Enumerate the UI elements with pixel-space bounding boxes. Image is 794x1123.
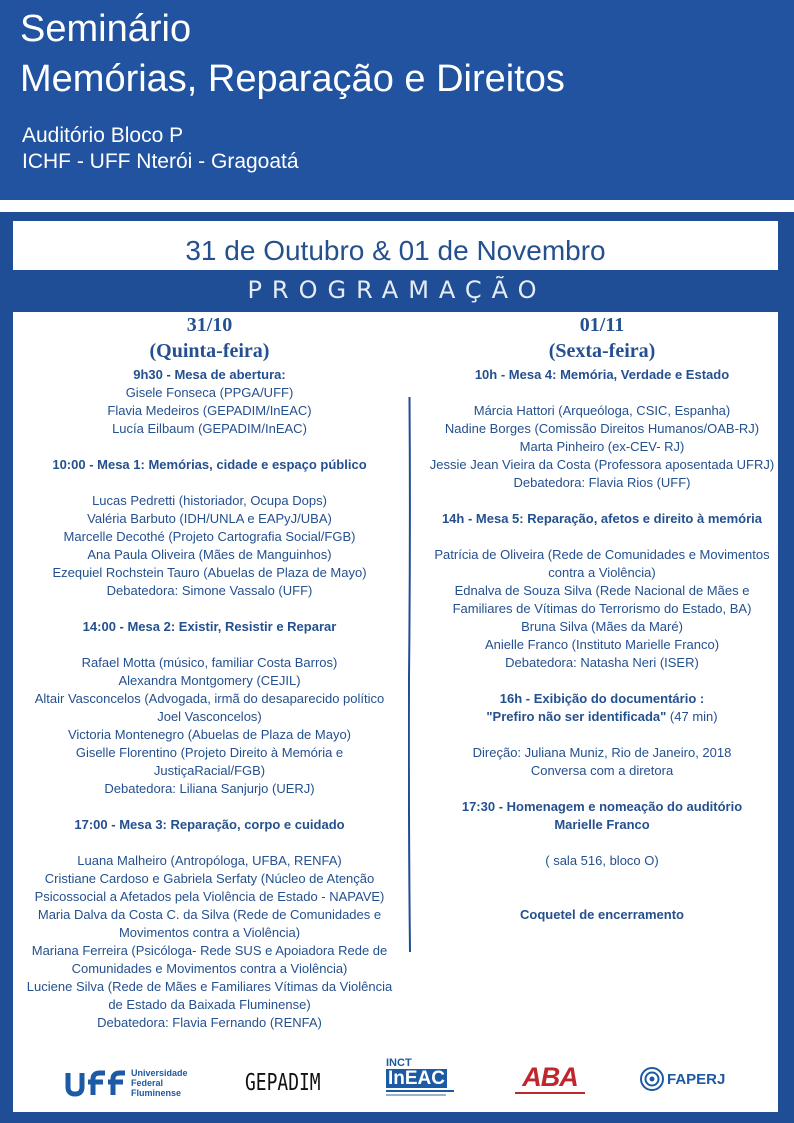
schedule-line: [411, 366, 793, 384]
schedule-line: [13, 870, 406, 888]
schedule-spacer: [411, 528, 793, 546]
uff-text-3: Fluminense: [131, 1088, 182, 1098]
schedule-line-text: 14:00 - Mesa 2: Existir, Resistir e Reparar: [82, 619, 337, 634]
schedule-spacer: [13, 834, 406, 852]
schedule-line: [13, 960, 406, 978]
schedule-line-text: Maria Dalva da Costa C. da Silva (Rede de Comunidades e: [37, 907, 382, 922]
schedule-line: [411, 852, 793, 870]
schedule-spacer: [13, 798, 406, 816]
schedule-line-text: Debatedora: Flavia Rios (UFF): [513, 475, 691, 490]
programacao-heading: PROGRAMAÇÃO: [247, 276, 547, 304]
schedule-line-text: 9h30 - Mesa de abertura:: [133, 367, 286, 382]
schedule-line: [13, 942, 406, 960]
schedule-line: [13, 402, 406, 420]
schedule-line: [411, 420, 793, 438]
schedule-line-text: Marielle Franco: [554, 817, 650, 832]
faperj-logo: [639, 1066, 725, 1092]
schedule-line-text: Valéria Barbuto (IDH/UNLA e EAPyJ/UBA): [87, 511, 332, 526]
schedule-line-text: Ednalva de Souza Silva (Rede Nacional de Mães e: [454, 583, 750, 598]
sponsor-logos: [13, 1052, 778, 1112]
schedule-line-suffix: (47 min): [666, 709, 718, 724]
schedule-line-text: Luciene Silva (Rede de Mães e Familiares Vítimas da Violência: [26, 979, 393, 994]
ineac-caption-mark: [386, 1094, 446, 1096]
schedule-line-text: Debatedora: Natasha Neri (ISER): [505, 655, 699, 670]
schedule-line: [13, 924, 406, 942]
day2-weekday: (Sexta-feira): [548, 340, 656, 362]
schedule-line-text: Psicossocial a Afetados pela Violência de Estado - NAPAVE): [34, 889, 385, 904]
schedule-line: [13, 654, 406, 672]
schedule-line: [411, 582, 793, 600]
schedule-line-text: Joel Vasconcelos): [157, 709, 262, 724]
aba-logo: [515, 1064, 585, 1094]
schedule-line: [411, 708, 793, 726]
schedule-line: [13, 978, 406, 996]
gepadim-logo: [245, 1070, 342, 1096]
schedule-line-text: Debatedora: Liliana Sanjurjo (UERJ): [104, 781, 315, 796]
schedule-line-text: Movimentos contra a Violência): [118, 925, 301, 940]
uff-text-2: Federal: [131, 1078, 164, 1088]
schedule-line: [13, 366, 406, 384]
schedule-line-text: Debatedora: Flavia Fernando (RENFA): [97, 1015, 322, 1030]
schedule-line-text: 10h - Mesa 4: Memória, Verdade e Estado: [474, 367, 730, 382]
schedule-line-text: 16h - Exibição do documentário :: [499, 691, 705, 706]
day2-column: [411, 312, 793, 924]
schedule-line-text: Direção: Juliana Muniz, Rio de Janeiro, 2018: [472, 745, 732, 760]
schedule-line-text: Conversa com a diretora: [530, 763, 674, 778]
schedule-line-text: Lucía Eilbaum (GEPADIM/InEAC): [112, 421, 307, 436]
schedule-line: [411, 690, 793, 708]
schedule-line-text: Cristiane Cardoso e Gabriela Serfaty (Núcleo de Atenção: [44, 871, 375, 886]
schedule-spacer: [13, 474, 406, 492]
schedule-line: [13, 996, 406, 1014]
schedule-spacer: [411, 492, 793, 510]
schedule-line: [411, 798, 793, 816]
schedule-line: [13, 528, 406, 546]
schedule-line: [411, 474, 793, 492]
program-panel: [13, 312, 778, 1112]
uff-text-1: Universidade: [131, 1068, 188, 1078]
inct-text: INCT: [386, 1057, 412, 1069]
schedule-line: [411, 438, 793, 456]
schedule-line: [13, 726, 406, 744]
schedule-line-text: Altair Vasconcelos (Advogada, irmã do desaparecido político: [34, 691, 385, 706]
schedule-line: [13, 906, 406, 924]
schedule-line-text: Bruna Silva (Mães da Maré): [521, 619, 683, 634]
schedule-spacer: [411, 726, 793, 744]
day1-schedule: [13, 366, 406, 1032]
schedule-spacer: [411, 834, 793, 852]
schedule-line: [411, 456, 793, 474]
schedule-line-text: Gisele Fonseca (PPGA/UFF): [125, 385, 294, 400]
schedule-line: [13, 762, 406, 780]
schedule-spacer: [13, 636, 406, 654]
schedule-line: [411, 744, 793, 762]
faperj-spiral-icon: [639, 1066, 665, 1092]
schedule-line: [411, 402, 793, 420]
date-box: [13, 221, 778, 270]
schedule-line-text: Marcelle Decothé (Projeto Cartografia Social/FGB): [63, 529, 356, 544]
uff-mark-icon: [65, 1069, 127, 1097]
schedule-line-text: Giselle Florentino (Projeto Direito à Memória e: [75, 745, 344, 760]
venue-line-1: Auditório Bloco P: [22, 124, 184, 147]
schedule-line-text: 14h - Mesa 5: Reparação, afetos e direito à memória: [441, 511, 763, 526]
schedule-line-text: Comunidades e Movimentos contra a Violência): [71, 961, 348, 976]
schedule-line: [13, 1014, 406, 1032]
schedule-line: [13, 456, 406, 474]
schedule-line: [13, 384, 406, 402]
schedule-line: [13, 744, 406, 762]
schedule-line-text: Coquetel de encerramento: [520, 907, 684, 922]
schedule-line: [411, 546, 793, 564]
schedule-line-text: Patrícia de Oliveira (Rede de Comunidades e Movimentos: [434, 547, 770, 562]
schedule-spacer: [411, 384, 793, 402]
schedule-line: [411, 564, 793, 582]
schedule-line: [13, 816, 406, 834]
faperj-text: FAPERJ: [667, 1070, 726, 1088]
schedule-line: [13, 672, 406, 690]
schedule-line-text: Ezequiel Rochstein Tauro (Abuelas de Plaza de Mayo): [52, 565, 367, 580]
schedule-line-text: Alexandra Montgomery (CEJIL): [118, 673, 301, 688]
schedule-line-text: 17:00 - Mesa 3: Reparação, corpo e cuidado: [74, 817, 345, 832]
schedule-line-text: JustiçaRacial/FGB): [153, 763, 266, 778]
schedule-line-text: 10:00 - Mesa 1: Memórias, cidade e espaço público: [52, 457, 367, 472]
schedule-line: [13, 492, 406, 510]
schedule-line-text: Victoria Montenegro (Abuelas de Plaza de Mayo): [67, 727, 352, 742]
schedule-line: [411, 600, 793, 618]
schedule-line-text: Familiares de Vítimas do Terrorismo do Estado, BA): [452, 601, 752, 616]
schedule-line: [13, 888, 406, 906]
schedule-line-text: contra a Violência): [548, 565, 656, 580]
schedule-line-text: 17:30 - Homenagem e nomeação do auditório: [461, 799, 743, 814]
schedule-line: [13, 564, 406, 582]
schedule-line-text: Luana Malheiro (Antropóloga, UFBA, RENFA): [77, 853, 342, 868]
schedule-line: [411, 654, 793, 672]
schedule-line-text: Márcia Hattori (Arqueóloga, CSIC, Espanha): [473, 403, 731, 418]
schedule-line: [13, 852, 406, 870]
header-banner: [0, 0, 794, 200]
schedule-spacer: [411, 672, 793, 690]
schedule-line-text: Nadine Borges (Comissão Direitos Humanos/OAB-RJ): [444, 421, 760, 436]
aba-caption-mark: [515, 1092, 585, 1094]
schedule-spacer: [411, 780, 793, 798]
event-dates: 31 de Outubro & 01 de Novembro: [185, 235, 606, 266]
schedule-line-text: Marta Pinheiro (ex-CEV- RJ): [519, 439, 685, 454]
ineac-text: InEAC: [388, 1068, 445, 1089]
schedule-line: [411, 816, 793, 834]
schedule-line: [13, 420, 406, 438]
schedule-line-text: Anielle Franco (Instituto Marielle Franco): [484, 637, 720, 652]
schedule-spacer: [13, 600, 406, 618]
schedule-line-text: Jessie Jean Vieira da Costa (Professora aposentada UFRJ): [429, 457, 775, 472]
uff-logo: [65, 1068, 188, 1098]
gepadim-text: GEPADIM: [245, 1070, 321, 1096]
title-line-1: Seminário: [20, 8, 192, 50]
schedule-line-text: ( sala 516, bloco O): [545, 853, 659, 868]
day1-column: [13, 312, 406, 1032]
ineac-logo: [386, 1058, 454, 1096]
schedule-line: [13, 582, 406, 600]
schedule-line-text: Lucas Pedretti (historiador, Ocupa Dops): [92, 493, 327, 508]
schedule-line: [411, 906, 793, 924]
schedule-spacer: [411, 870, 793, 888]
schedule-line: [411, 510, 793, 528]
schedule-line: [13, 618, 406, 636]
day2-schedule: [411, 366, 793, 924]
schedule-spacer: [411, 888, 793, 906]
schedule-line-text: Flavia Medeiros (GEPADIM/InEAC): [107, 403, 312, 418]
schedule-line-text: Debatedora: Simone Vassalo (UFF): [106, 583, 313, 598]
schedule-line: [411, 636, 793, 654]
venue-line-2: ICHF - UFF Nterói - Gragoatá: [22, 150, 299, 173]
aba-text: ABA: [522, 1062, 578, 1092]
schedule-line: [13, 780, 406, 798]
schedule-line: [13, 708, 406, 726]
schedule-line-text: "Prefiro não ser identificada": [486, 709, 667, 724]
schedule-line: [13, 690, 406, 708]
schedule-line-text: Ana Paula Oliveira (Mães de Manguinhos): [87, 547, 332, 562]
day2-date: 01/11: [579, 314, 625, 336]
schedule-line-text: Rafael Motta (músico, familiar Costa Barros): [81, 655, 338, 670]
schedule-line: [411, 618, 793, 636]
schedule-line: [13, 510, 406, 528]
title-line-2: Memórias, Reparação e Direitos: [20, 58, 565, 100]
schedule-line-text: Mariana Ferreira (Psicóloga- Rede SUS e Apoiadora Rede de: [31, 943, 388, 958]
schedule-line: [13, 546, 406, 564]
day1-weekday: (Quinta-feira): [149, 340, 270, 362]
header-divider: [0, 200, 794, 212]
day1-date: 31/10: [186, 314, 233, 336]
schedule-line-text: de Estado da Baixada Fluminense): [108, 997, 311, 1012]
schedule-line: [411, 762, 793, 780]
ineac-underline: [386, 1090, 454, 1092]
schedule-spacer: [13, 438, 406, 456]
